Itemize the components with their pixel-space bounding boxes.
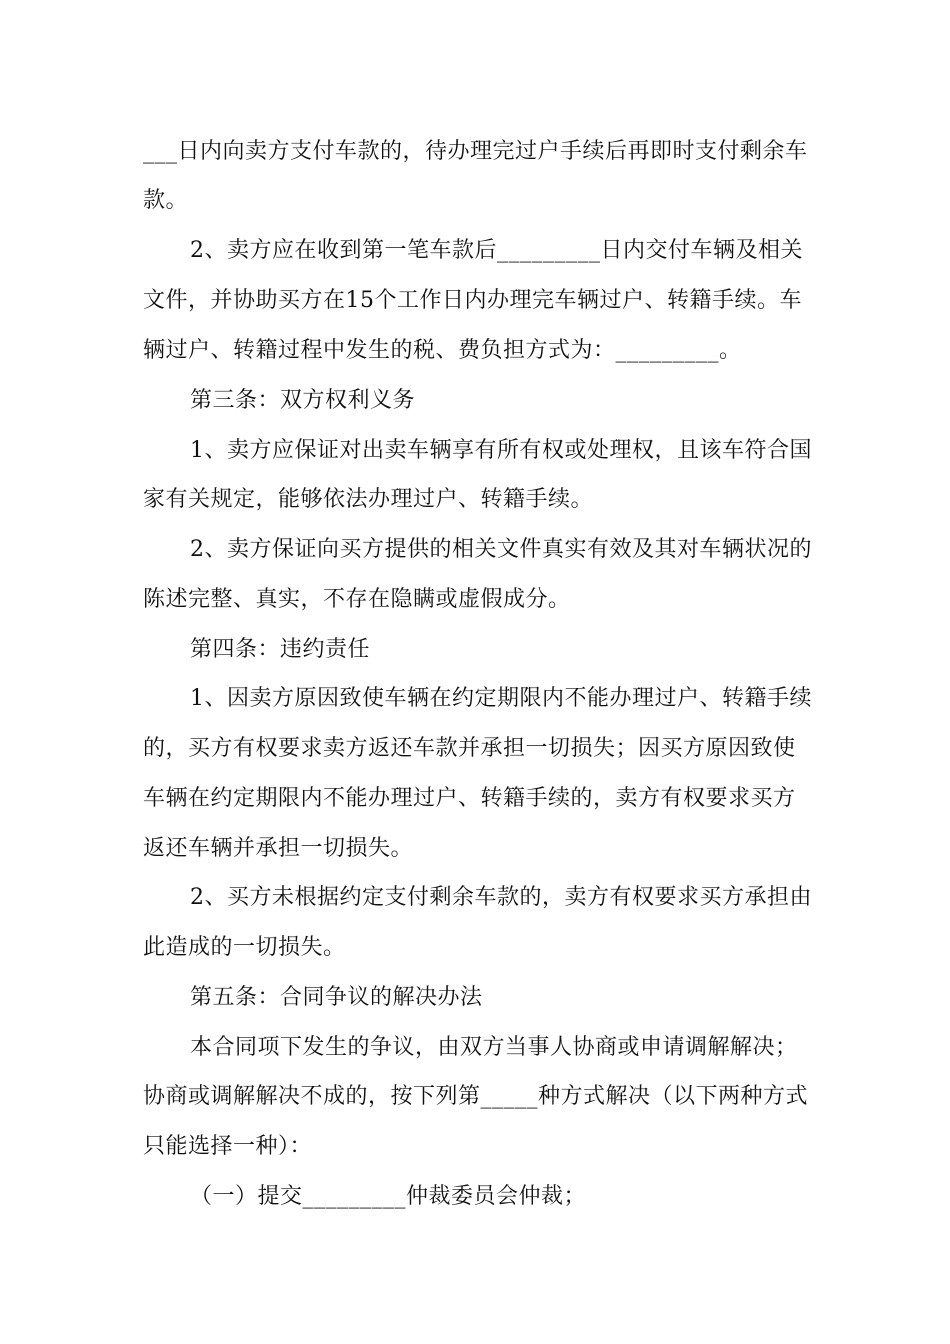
section-heading-5: 第五条：合同争议的解决办法: [190, 985, 483, 1010]
text-line-1: ___日内向卖方支付车款的，待办理完过户手续后再即时支付剩余车: [143, 139, 808, 164]
text-line-4: 文件，并协助买方在15个工作日内办理完车辆过户、转籍手续。车: [143, 288, 802, 313]
text-line-22: （一）提交_________仲裁委员会仲裁；: [190, 1184, 587, 1209]
text-line-10: 陈述完整、真实，不存在隐瞒或虚假成分。: [143, 587, 571, 612]
text-line-16: 2、买方未根据约定支付剩余车款的，卖方有权要求买方承担由: [190, 885, 812, 910]
text-line-9: 2、卖方保证向买方提供的相关文件真实有效及其对车辆状况的: [190, 537, 812, 562]
section-heading-4: 第四条：违约责任: [190, 637, 371, 662]
text-line-12: 1、因卖方原因致使车辆在约定期限内不能办理过户、转籍手续: [190, 686, 812, 711]
text-line-8: 家有关规定，能够依法办理过户、转籍手续。: [143, 487, 594, 512]
text-line-7: 1、卖方应保证对出卖车辆享有所有权或处理权，且该车符合国: [190, 438, 812, 463]
section-heading-3: 第三条：双方权利义务: [190, 388, 416, 413]
text-line-19: 本合同项下发生的争议，由双方当事人协商或申请调解解决；: [190, 1035, 798, 1060]
text-line-15: 返还车辆并承担一切损失。: [143, 836, 414, 861]
text-line-5: 辆过户、转籍过程中发生的税、费负担方式为：_________。: [143, 338, 742, 363]
text-line-13: 的，买方有权要求卖方返还车款并承担一切损失；因买方原因致使: [143, 736, 796, 761]
text-line-17: 此造成的一切损失。: [143, 935, 346, 960]
text-line-21: 只能选择一种）：: [143, 1134, 313, 1159]
text-line-14: 车辆在约定期限内不能办理过户、转籍手续的，卖方有权要求买方: [143, 786, 796, 811]
text-line-20: 协商或调解解决不成的，按下列第_____种方式解决（以下两种方式: [143, 1084, 809, 1109]
text-line-3: 2、卖方应在收到第一笔车款后_________日内交付车辆及相关: [190, 238, 803, 263]
text-line-2: 款。: [143, 188, 189, 213]
